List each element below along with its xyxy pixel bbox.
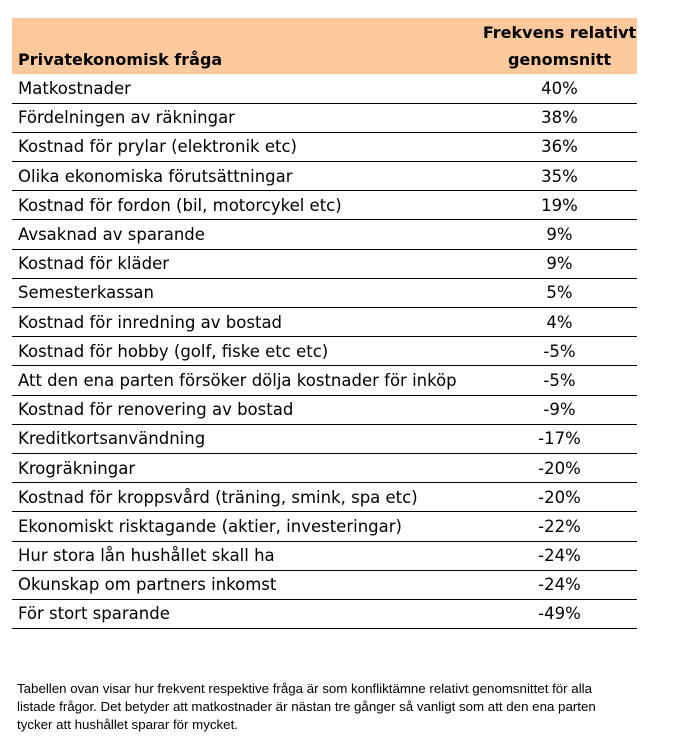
row-frequency-value: 38% xyxy=(482,103,637,132)
row-frequency-value: -9% xyxy=(482,395,637,424)
table-row xyxy=(12,570,637,599)
row-frequency-value: 35% xyxy=(482,162,637,191)
row-question: För stort sparande xyxy=(12,599,482,628)
row-question: Krogräkningar xyxy=(12,453,482,482)
table-row xyxy=(12,599,637,628)
table-row xyxy=(12,103,637,132)
row-question: Kostnad för kläder xyxy=(12,249,482,278)
row-frequency-value: 4% xyxy=(482,308,637,337)
row-question: Kreditkortsanvändning xyxy=(12,424,482,453)
row-frequency-value: -5% xyxy=(482,366,637,395)
table-body xyxy=(12,74,637,629)
row-frequency-value: 36% xyxy=(482,132,637,161)
row-frequency-value: 19% xyxy=(482,191,637,220)
row-frequency-value: -17% xyxy=(482,424,637,453)
header-frequency-line1: Frekvens relativt xyxy=(482,23,637,42)
table-row xyxy=(12,220,637,249)
row-question: Att den ena parten försöker dölja kostnader för inköp xyxy=(12,366,482,395)
table-row xyxy=(12,366,637,395)
row-question: Olika ekonomiska förutsättningar xyxy=(12,162,482,191)
row-frequency-value: -22% xyxy=(482,512,637,541)
row-frequency-value: -24% xyxy=(482,570,637,599)
conflict-frequency-table xyxy=(12,18,637,629)
row-question: Okunskap om partners inkomst xyxy=(12,570,482,599)
header-frequency-line2: genomsnitt xyxy=(507,50,612,69)
row-question: Kostnad för prylar (elektronik etc) xyxy=(12,132,482,161)
row-question: Kostnad för hobby (golf, fiske etc etc) xyxy=(12,337,482,366)
row-frequency-value: -49% xyxy=(482,599,637,628)
row-question: Semesterkassan xyxy=(12,278,482,307)
row-frequency-value: -20% xyxy=(482,453,637,482)
table-row xyxy=(12,132,637,161)
row-question: Avsaknad av sparande xyxy=(12,220,482,249)
header-frequency xyxy=(482,18,637,74)
table-row xyxy=(12,162,637,191)
row-question: Kostnad för fordon (bil, motorcykel etc) xyxy=(12,191,482,220)
table-row xyxy=(12,337,637,366)
row-frequency-value: -5% xyxy=(482,337,637,366)
table-row xyxy=(12,308,637,337)
row-question: Matkostnader xyxy=(12,74,482,103)
row-question: Kostnad för renovering av bostad xyxy=(12,395,482,424)
row-question: Fördelningen av räkningar xyxy=(12,103,482,132)
table-row xyxy=(12,74,637,103)
table-header xyxy=(12,18,637,74)
table-row xyxy=(12,395,637,424)
row-frequency-value: 40% xyxy=(482,74,637,103)
table-row xyxy=(12,453,637,482)
table-row xyxy=(12,512,637,541)
table-row xyxy=(12,424,637,453)
table-row xyxy=(12,191,637,220)
row-question: Kostnad för kroppsvård (träning, smink, spa etc) xyxy=(12,483,482,512)
row-frequency-value: -20% xyxy=(482,483,637,512)
row-frequency-value: 5% xyxy=(482,278,637,307)
header-question: Privatekonomisk fråga xyxy=(12,18,482,74)
table-row xyxy=(12,483,637,512)
table-row xyxy=(12,278,637,307)
row-frequency-value: 9% xyxy=(482,249,637,278)
row-frequency-value: 9% xyxy=(482,220,637,249)
row-question: Hur stora lån hushållet skall ha xyxy=(12,541,482,570)
row-question: Kostnad för inredning av bostad xyxy=(12,308,482,337)
table-row xyxy=(12,541,637,570)
table-caption: Tabellen ovan visar hur frekvent respektive fråga är som konfliktämne relativt genomsnittet för alla listade frågor. Det betyder att matkostnader är nästan tre gånger så vanligt som att den ena parten tycker att hushållet sparar för mycket. xyxy=(17,681,596,732)
table-row xyxy=(12,249,637,278)
row-frequency-value: -24% xyxy=(482,541,637,570)
row-question: Ekonomiskt risktagande (aktier, investeringar) xyxy=(12,512,482,541)
